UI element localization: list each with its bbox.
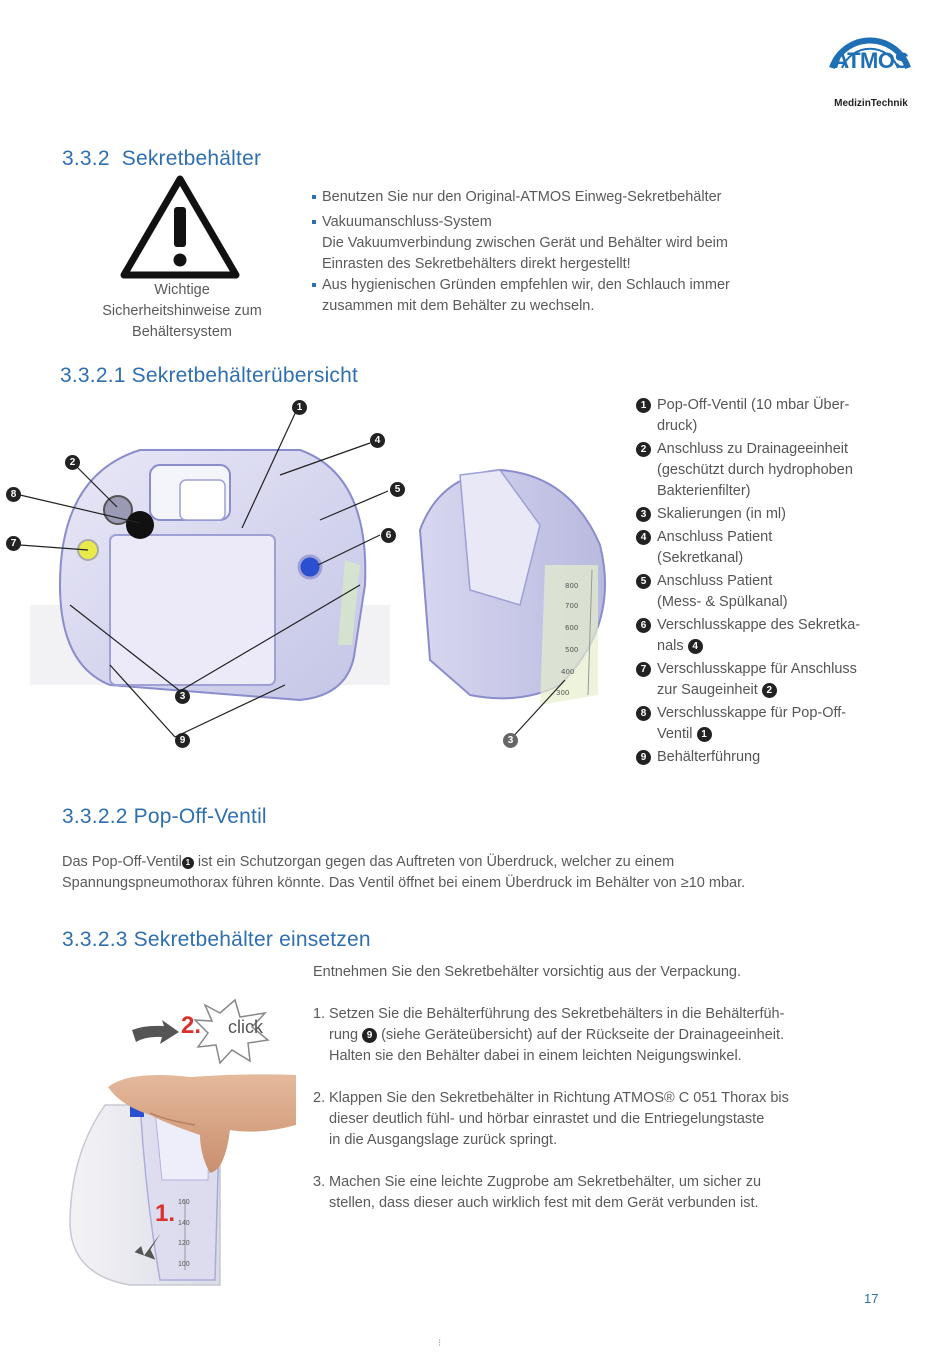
step-ref-number: 9: [362, 1028, 377, 1043]
legend-line: Skalierungen (in ml): [657, 506, 786, 522]
pop-off-ref-number: 1: [182, 857, 194, 869]
legend-ref-number: 1: [697, 727, 712, 742]
step-number: 2.: [313, 1090, 326, 1106]
section-title-332: 3.3.2 Sekretbehälter: [62, 147, 262, 170]
legend-line: Pop-Off-Ventil (10 mbar Über-: [657, 397, 850, 413]
step-line: dieser deutlich fühl- und hörbar einrastet und die Entriegelungstaste: [329, 1111, 765, 1127]
bullet-line: zusammen mit dem Behälter zu wechseln.: [322, 298, 595, 314]
step-item: [313, 1004, 813, 1067]
legend-line: Verschlusskappe für Pop-Off-: [657, 705, 847, 721]
scale-label: 700: [565, 602, 579, 610]
bullet-line: Benutzen Sie nur den Original-ATMOS Einweg-Sekretbehälter: [322, 189, 722, 205]
bullet-line: Die Vakuumverbindung zwischen Gerät und Behälter wird beim: [322, 235, 728, 251]
insert-scale-label: 120: [178, 1240, 190, 1247]
scale-label: 600: [565, 624, 579, 632]
legend-item: [636, 615, 871, 657]
legend-line: Ventil: [657, 726, 693, 742]
section-title-3323: 3.3.2.3 Sekretbehälter einsetzen: [62, 928, 371, 951]
step-number: 1.: [313, 1006, 326, 1022]
section-title-3321: 3.3.2.1 Sekretbehälterübersicht: [60, 364, 359, 387]
legend-item: [636, 703, 871, 745]
step-line: stellen, dass dieser auch wirklich fest mit dem Gerät verbunden ist.: [329, 1195, 759, 1211]
legend-number: 4: [636, 530, 651, 545]
logo-brand: ATMOS: [833, 48, 909, 73]
step-item: [313, 1172, 813, 1214]
legend-item: [636, 747, 871, 768]
legend-item: [636, 659, 871, 701]
step1-label: 1.: [155, 1200, 176, 1227]
bullet-item: [312, 187, 782, 208]
legend-line: nals: [657, 638, 684, 654]
marker-7: 7: [6, 536, 21, 551]
legend-line: Verschlusskappe des Sekretka-: [657, 617, 861, 633]
step-line: Halten sie den Behälter dabei in einem leichten Neigungswinkel.: [329, 1048, 742, 1064]
pop-off-text: Das Pop-Off-Ventil: [62, 854, 182, 870]
legend-line: zur Saugeinheit: [657, 682, 758, 698]
scale-label: 800: [565, 582, 579, 590]
container-front-view: [60, 450, 365, 700]
legend-number: 3: [636, 507, 651, 522]
scale-label: 400: [561, 668, 575, 676]
step2-label: 2.: [181, 1012, 202, 1039]
legend-item: [636, 504, 871, 525]
step-line: Machen Sie eine leichte Zugprobe am Sekretbehälter, um sicher zu: [329, 1174, 762, 1190]
warning-caption-line: Wichtige: [154, 282, 210, 298]
pop-off-text: ist ein Schutzorgan gegen das Auftreten von Überdruck, welcher zu einem: [193, 854, 675, 870]
click-label: click: [228, 1017, 263, 1037]
marker-8: 8: [6, 487, 21, 502]
bullet-line: Einrasten des Sekretbehälters direkt hergestellt!: [322, 256, 631, 272]
legend-number: 5: [636, 574, 651, 589]
marker-5: 5: [390, 482, 405, 497]
atmos-logo: [820, 28, 920, 114]
legend-line: Behälterführung: [657, 749, 761, 765]
marker-3-side: 3: [503, 733, 518, 748]
legend-line: (geschützt durch hydrophoben: [657, 462, 853, 478]
legend-number: 7: [636, 662, 651, 677]
marker-2: 2: [65, 455, 80, 470]
legend-line: Anschluss Patient: [657, 529, 773, 545]
insertion-steps: [313, 1004, 813, 1235]
marker-9: 9: [175, 733, 190, 748]
pop-off-text: Spannungspneumothorax führen könnte. Das Ventil öffnet bei einem Überdruck im Behälter von ≥10 mbar.: [62, 875, 746, 891]
step-line: rung: [329, 1027, 359, 1043]
marker-4: 4: [370, 433, 385, 448]
page-number: 17: [864, 1291, 879, 1306]
warning-triangle-icon: [120, 175, 240, 279]
bullet-line: Aus hygienischen Gründen empfehlen wir, den Schlauch immer: [322, 277, 730, 293]
insert-intro: Entnehmen Sie den Sekretbehälter vorsichtig aus der Verpackung.: [313, 964, 742, 980]
legend-line: Anschluss zu Drainageeinheit: [657, 441, 849, 457]
legend-line: Verschlusskappe für Anschluss: [657, 661, 857, 677]
marker-1: 1: [292, 400, 307, 415]
step-item: [313, 1088, 813, 1151]
pop-off-description: [62, 852, 882, 894]
legend-line: (Mess- & Spülkanal): [657, 594, 788, 610]
step-number: 3.: [313, 1174, 326, 1190]
bullet-item: [312, 275, 782, 317]
legend-number: 9: [636, 750, 651, 765]
logo-subtitle: MedizinTechnik: [834, 98, 908, 109]
warning-caption-line: Sicherheitshinweise zum: [102, 303, 262, 319]
warning-caption-line: Behältersystem: [132, 324, 232, 340]
step-line: Setzen Sie die Behälterführung des Sekretbehälters in die Behälterfüh-: [329, 1006, 785, 1022]
bullet-item: [312, 212, 782, 275]
warning-caption: [90, 280, 274, 343]
section-title-3322: 3.3.2.2 Pop-Off-Ventil: [62, 805, 267, 828]
legend-line: (Sekretkanal): [657, 550, 744, 566]
step-line: in die Ausgangslage zurück springt.: [329, 1132, 558, 1148]
insert-scale-label: 100: [178, 1261, 190, 1268]
marker-3: 3: [175, 689, 190, 704]
safety-bullets: [312, 187, 782, 321]
legend-item: [636, 571, 871, 613]
marker-6: 6: [381, 528, 396, 543]
scale-label: 300: [556, 689, 570, 697]
legend-item: [636, 439, 871, 502]
scale-label: 500: [565, 646, 579, 654]
legend-number: 8: [636, 706, 651, 721]
legend-number: 1: [636, 398, 651, 413]
footer-mark: ⁝: [438, 1338, 442, 1349]
component-legend: [636, 395, 871, 770]
legend-ref-number: 4: [688, 639, 703, 654]
legend-line: druck): [657, 418, 698, 434]
legend-ref-number: 2: [762, 683, 777, 698]
bullet-line: Vakuumanschluss-System: [322, 214, 492, 230]
legend-line: Bakterienfilter): [657, 483, 751, 499]
legend-item: [636, 395, 871, 437]
legend-line: Anschluss Patient: [657, 573, 773, 589]
insert-scale-label: 140: [178, 1220, 190, 1227]
legend-item: [636, 527, 871, 569]
insert-scale-label: 160: [178, 1199, 190, 1206]
legend-number: 2: [636, 442, 651, 457]
step-line: (siehe Geräteübersicht) auf der Rückseite der Drainageeinheit.: [381, 1027, 785, 1043]
step-line: Klappen Sie den Sekretbehälter in Richtung ATMOS® C 051 Thorax bis: [329, 1090, 789, 1106]
container-illustration: [0, 395, 620, 760]
legend-number: 6: [636, 618, 651, 633]
